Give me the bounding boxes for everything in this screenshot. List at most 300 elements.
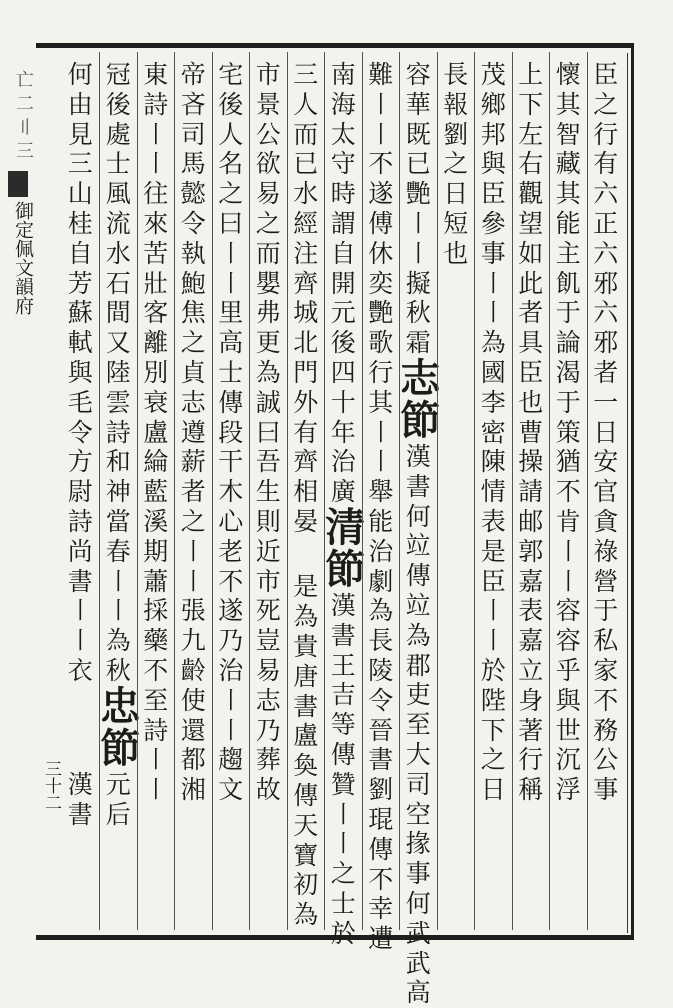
text-char: 相 [293, 477, 319, 507]
text-char: 奐 [293, 751, 319, 781]
text-char: 齊 [293, 268, 319, 298]
text-char: 司 [180, 119, 206, 149]
text-char: 與 [480, 149, 506, 179]
text-char: 傳 [368, 834, 394, 864]
text-char: 其 [555, 89, 581, 119]
text-char: 公 [255, 119, 281, 149]
text-char: 曰 [218, 208, 244, 238]
text-char: 貞 [180, 357, 206, 387]
text-char: 幸 [368, 894, 394, 924]
margin-book-title [2, 201, 34, 315]
text-char: 不 [218, 566, 244, 596]
text-char: 者 [180, 477, 206, 507]
text-char: 經 [293, 208, 319, 238]
text-char: 於 [330, 918, 356, 948]
text-char: 〡 [143, 149, 169, 179]
text-char: 詩 [143, 89, 169, 119]
text-char: 傳 [405, 561, 431, 591]
text-char: 休 [368, 238, 394, 268]
text-char: 時 [330, 179, 356, 209]
text-char: 而 [293, 119, 319, 149]
text-char: 人 [218, 119, 244, 149]
text-char: 〡 [368, 417, 394, 447]
text-char: 劉 [443, 119, 469, 149]
text-char: 邦 [480, 119, 506, 149]
text-char: 是 [293, 572, 319, 602]
text-char: 能 [368, 506, 394, 536]
text-char: 臣 [480, 179, 506, 209]
text-char: 吏 [405, 680, 431, 710]
text-char: 秋 [405, 298, 431, 328]
text-char: 主 [555, 238, 581, 268]
text-char: 務 [593, 715, 619, 745]
text-column [437, 52, 475, 930]
text-char: 于 [593, 596, 619, 626]
text-column [62, 52, 100, 930]
margin-top-label: 亡 二 〢 三 [13, 70, 34, 160]
text-char: 〡 [143, 745, 169, 775]
text-char: 左 [518, 119, 544, 149]
text-char: 士 [330, 888, 356, 918]
text-char: 九 [180, 626, 206, 656]
text-char: 都 [180, 745, 206, 775]
text-char: 表 [518, 596, 544, 626]
text-char: 遵 [180, 417, 206, 447]
text-char: 令 [67, 417, 93, 447]
heading-char: 節 [100, 724, 141, 772]
text-char: 歌 [368, 328, 394, 358]
text-char: 守 [330, 149, 356, 179]
text-column [137, 52, 175, 930]
text-char: 尉 [67, 477, 93, 507]
text-char: 竝 [405, 590, 431, 620]
text-char: 神 [105, 477, 131, 507]
text-char: 和 [105, 447, 131, 477]
text-char: 別 [143, 357, 169, 387]
text-char: 後 [218, 89, 244, 119]
text-char: 往 [143, 179, 169, 209]
text-char: 望 [518, 208, 544, 238]
text-char: 不 [555, 477, 581, 507]
heading-spacer [62, 686, 98, 770]
text-char: 長 [443, 60, 469, 89]
text-char: 吾 [255, 447, 281, 477]
text-char: 雲 [105, 387, 131, 417]
text-char: 懿 [180, 179, 206, 209]
text-char: 陵 [368, 655, 394, 685]
text-char: 廣 [330, 477, 356, 507]
text-char: 嘉 [518, 566, 544, 596]
text-char: 心 [218, 506, 244, 536]
text-char: 近 [255, 536, 281, 566]
text-char: 高 [405, 978, 431, 1008]
text-char: 藏 [555, 149, 581, 179]
text-char: 蘇 [67, 298, 93, 328]
text-char: 六 [593, 238, 619, 268]
text-char: 尚 [67, 536, 93, 566]
text-char: 張 [180, 596, 206, 626]
text-char: 與 [67, 357, 93, 387]
text-char: 詩 [105, 417, 131, 447]
text-char: 志 [180, 387, 206, 417]
text-char: 太 [330, 119, 356, 149]
text-char: 艷 [368, 298, 394, 328]
heading-char: 節 [325, 545, 366, 593]
text-char: 舉 [368, 477, 394, 507]
text-char: 〡 [143, 119, 169, 149]
text-char: 正 [593, 208, 619, 238]
text-char: 之 [255, 208, 281, 238]
text-char: 世 [555, 715, 581, 745]
text-char: 間 [105, 298, 131, 328]
text-char: 軾 [67, 328, 93, 358]
text-char: 身 [518, 685, 544, 715]
heading-spacer [288, 537, 324, 573]
text-char: 書 [67, 566, 93, 596]
text-char: 〡 [405, 238, 431, 268]
text-char: 六 [593, 298, 619, 328]
text-char: 十 [330, 387, 356, 417]
text-char: 陳 [480, 447, 506, 477]
text-char: 是 [480, 536, 506, 566]
text-char: 則 [255, 506, 281, 536]
text-char: 者 [593, 357, 619, 387]
text-char: 漢 [67, 769, 93, 799]
text-char: 易 [255, 179, 281, 209]
text-char: 老 [218, 536, 244, 566]
text-char: 傅 [368, 208, 394, 238]
text-char: 猶 [555, 447, 581, 477]
text-char: 治 [330, 447, 356, 477]
text-char: 壯 [143, 268, 169, 298]
text-char: 鮑 [180, 268, 206, 298]
text-char: 天 [293, 810, 319, 840]
text-char: 湘 [180, 775, 206, 805]
text-char: 嘉 [518, 626, 544, 656]
text-char: 誠 [255, 387, 281, 417]
text-char: 貪 [593, 506, 619, 536]
text-char: 嬰 [255, 268, 281, 298]
heading-char: 節 [400, 396, 441, 444]
text-char: 使 [180, 685, 206, 715]
text-char: 之 [593, 89, 619, 119]
text-char: 市 [255, 566, 281, 596]
text-column [549, 52, 587, 930]
text-char: 衣 [67, 655, 93, 685]
text-char: 海 [330, 89, 356, 119]
text-char: 觀 [518, 179, 544, 209]
text-char: 者 [518, 298, 544, 328]
text-char: 後 [105, 89, 131, 119]
text-char: 事 [593, 775, 619, 805]
text-char: 為 [105, 626, 131, 656]
text-char: 吝 [180, 89, 206, 119]
text-char: 綸 [143, 447, 169, 477]
text-char: 里 [218, 298, 244, 328]
text-char: 劉 [368, 775, 394, 805]
text-char: 〡 [555, 566, 581, 596]
text-char: 山 [67, 179, 93, 209]
text-char: 東 [143, 60, 169, 89]
text-char: 為 [255, 357, 281, 387]
text-char: 馬 [180, 149, 206, 179]
text-char: 芳 [67, 268, 93, 298]
text-char: 密 [480, 417, 506, 447]
text-char: 短 [443, 208, 469, 238]
text-char: 初 [293, 870, 319, 900]
text-char: 日 [593, 417, 619, 447]
text-char: 也 [443, 238, 469, 268]
text-char: 參 [480, 208, 506, 238]
text-char: 詩 [143, 715, 169, 745]
text-char: 晉 [368, 715, 394, 745]
text-char: 令 [368, 685, 394, 715]
text-char: 遂 [368, 179, 394, 209]
text-char: 傳 [293, 781, 319, 811]
heading-char: 忠 [100, 682, 141, 730]
text-char: 木 [218, 477, 244, 507]
heading-char: 清 [325, 503, 366, 551]
text-char: 已 [405, 149, 431, 179]
text-char: 肯 [555, 506, 581, 536]
text-column [362, 52, 400, 954]
text-column [249, 52, 287, 930]
text-char: 浮 [555, 775, 581, 805]
text-char: 祿 [593, 536, 619, 566]
text-char: 〡 [105, 566, 131, 596]
text-char: 三 [293, 60, 319, 89]
folio-text: 三十二 [41, 760, 61, 811]
text-char: 〡 [218, 715, 244, 745]
text-char: 唐 [293, 661, 319, 691]
text-char: 漢 [330, 590, 356, 620]
text-char: 石 [105, 268, 131, 298]
text-char: 竝 [405, 531, 431, 561]
text-column [474, 52, 512, 930]
text-column [587, 52, 625, 930]
text-char: 論 [555, 328, 581, 358]
text-char: 臣 [518, 357, 544, 387]
text-char: 藍 [143, 477, 169, 507]
text-char: 水 [105, 238, 131, 268]
text-char: 贊 [330, 769, 356, 799]
text-char: 邪 [593, 328, 619, 358]
text-char: 不 [368, 864, 394, 894]
margin-black-bar [8, 171, 28, 197]
text-char: 文 [218, 775, 244, 805]
text-char: 奕 [368, 268, 394, 298]
text-char: 事 [405, 859, 431, 889]
text-column [212, 52, 250, 930]
text-char: 等 [330, 710, 356, 740]
text-char: 風 [105, 179, 131, 209]
text-char: 容 [405, 60, 431, 89]
text-column [399, 52, 441, 1008]
text-char: 葬 [255, 745, 281, 775]
text-char: 智 [555, 119, 581, 149]
text-char: 〡 [218, 685, 244, 715]
text-char: 外 [293, 387, 319, 417]
text-char: 鄉 [480, 89, 506, 119]
text-char: 既 [405, 119, 431, 149]
text-char: 謂 [330, 208, 356, 238]
text-char: 士 [105, 149, 131, 179]
text-char: 吉 [330, 680, 356, 710]
text-char: 與 [555, 685, 581, 715]
text-char: 遭 [368, 924, 394, 954]
text-char: 〡 [67, 596, 93, 626]
text-char: 司 [405, 769, 431, 799]
text-char: 離 [143, 328, 169, 358]
text-char: 〡 [555, 536, 581, 566]
text-char: 大 [405, 739, 431, 769]
text-char: 私 [593, 626, 619, 656]
text-char: 執 [180, 238, 206, 268]
text-char: 霜 [405, 328, 431, 358]
text-column [174, 52, 212, 930]
text-column [512, 52, 550, 930]
text-char: 元 [330, 298, 356, 328]
text-char: 元 [105, 769, 131, 799]
text-char: 人 [293, 89, 319, 119]
text-char: 劇 [368, 566, 394, 596]
text-char: 冠 [105, 60, 131, 89]
text-char: 〡 [480, 596, 506, 626]
text-char: 書 [405, 471, 431, 501]
text-char: 下 [518, 89, 544, 119]
text-char: 還 [180, 715, 206, 745]
text-char: 北 [293, 328, 319, 358]
text-char: 齡 [180, 655, 206, 685]
text-char: 行 [368, 357, 394, 387]
text-char: 策 [555, 417, 581, 447]
text-char: 盧 [143, 417, 169, 447]
text-char: 〡 [368, 447, 394, 477]
text-column [287, 52, 325, 930]
text-char: 四 [330, 357, 356, 387]
text-char: 當 [105, 506, 131, 536]
text-char: 表 [480, 506, 506, 536]
heading-char: 志 [400, 354, 441, 402]
text-char: 上 [518, 60, 544, 89]
text-char: 蕭 [143, 566, 169, 596]
text-char: 志 [255, 685, 281, 715]
text-char: 之 [180, 328, 206, 358]
text-char: 至 [405, 710, 431, 740]
text-char: 掾 [405, 829, 431, 859]
text-column [324, 52, 366, 948]
text-char: 陛 [480, 685, 506, 715]
text-char: 不 [368, 149, 394, 179]
text-char: 容 [555, 626, 581, 656]
text-char: 其 [555, 179, 581, 209]
text-char: 于 [555, 387, 581, 417]
text-char: 衰 [143, 387, 169, 417]
text-char: 自 [330, 238, 356, 268]
text-char: 〡 [180, 566, 206, 596]
text-char: 遂 [218, 596, 244, 626]
text-char: 官 [593, 477, 619, 507]
text-char: 令 [180, 208, 206, 238]
text-char: 秋 [105, 655, 131, 685]
text-char: 立 [518, 655, 544, 685]
text-char: 焦 [180, 298, 206, 328]
text-char: 其 [368, 387, 394, 417]
text-char: 日 [480, 775, 506, 805]
text-char: 請 [518, 477, 544, 507]
text-char: 沉 [555, 745, 581, 775]
text-char: 王 [330, 650, 356, 680]
text-char: 具 [518, 328, 544, 358]
text-char: 何 [67, 60, 93, 89]
text-char: 名 [218, 149, 244, 179]
text-char: 后 [105, 799, 131, 829]
text-char: 〡 [218, 268, 244, 298]
text-char: 報 [443, 89, 469, 119]
text-char: 何 [405, 888, 431, 918]
text-char: 乎 [555, 655, 581, 685]
text-char: 故 [255, 775, 281, 805]
text-char: 六 [593, 179, 619, 209]
text-char: 〡 [105, 596, 131, 626]
text-char: 欲 [255, 149, 281, 179]
text-char: 又 [105, 328, 131, 358]
text-char: 華 [405, 89, 431, 119]
text-char: 家 [593, 655, 619, 685]
text-char: 桂 [67, 208, 93, 238]
text-char: 〡 [368, 119, 394, 149]
text-char: 之 [218, 179, 244, 209]
text-char: 長 [368, 626, 394, 656]
text-char: 何 [405, 501, 431, 531]
text-char: 李 [480, 387, 506, 417]
text-char: 後 [330, 328, 356, 358]
text-char: 事 [480, 238, 506, 268]
text-char: 難 [368, 60, 394, 89]
text-char: 右 [518, 149, 544, 179]
margin-strip [0, 52, 36, 930]
text-char: 〡 [330, 799, 356, 829]
text-char: 〡 [218, 238, 244, 268]
text-char: 飢 [555, 268, 581, 298]
text-char: 一 [593, 387, 619, 417]
text-char: 臣 [480, 566, 506, 596]
text-char: 豈 [255, 626, 281, 656]
text-char: 為 [480, 328, 506, 358]
text-char: 公 [593, 745, 619, 775]
text-char: 于 [555, 298, 581, 328]
text-char: 期 [143, 536, 169, 566]
text-char: 容 [555, 596, 581, 626]
text-char: 自 [67, 238, 93, 268]
text-char: 貴 [293, 632, 319, 662]
text-char: 書 [67, 799, 93, 829]
text-char: 日 [443, 179, 469, 209]
text-char: 陸 [105, 357, 131, 387]
text-char: 流 [105, 208, 131, 238]
text-char: 稱 [518, 775, 544, 805]
text-char: 操 [518, 447, 544, 477]
margin-top-text [2, 70, 34, 159]
text-char: 臣 [593, 60, 619, 89]
text-char: 晏 [293, 506, 319, 536]
text-char: 傳 [330, 739, 356, 769]
text-char: 治 [218, 655, 244, 685]
text-char: 有 [293, 417, 319, 447]
text-char: 也 [518, 387, 544, 417]
text-char: 著 [518, 715, 544, 745]
text-char: 〡 [480, 268, 506, 298]
